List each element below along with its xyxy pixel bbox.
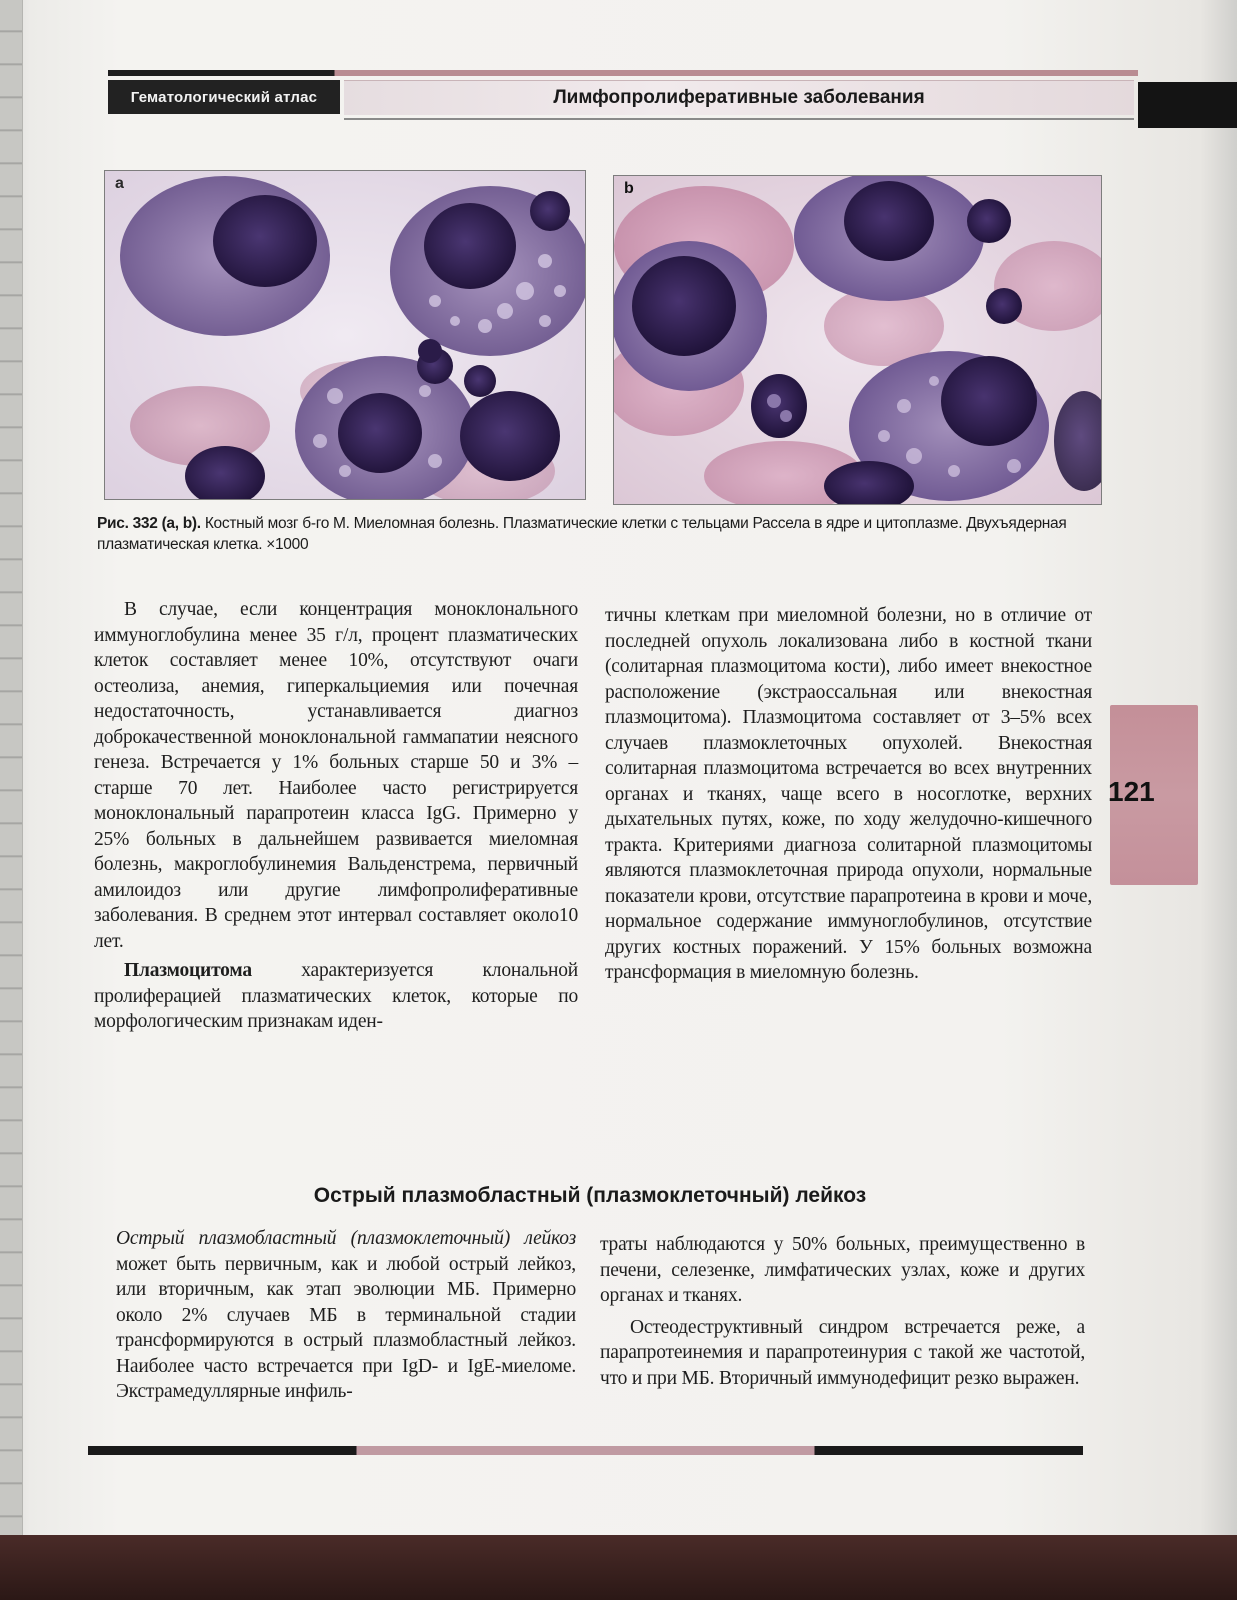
- body-column-right-section2: [600, 1232, 1085, 1391]
- micrograph-panel-b: [613, 175, 1102, 505]
- header-rule: [108, 70, 1138, 76]
- running-header-book-title: Гематологический атлас: [108, 80, 340, 114]
- paragraph-acute-leukemia-text: может быть первичным, как и любой острый лейкоз, или вторичным, как этап эволюции МБ. Примерно около 2% случаев МБ в терминальной стадии трансформируются в острый плазмобластный лейкоз. Наиболее часто встречается при IgD- и IgE-миеломе. Экстрамедуллярные инфиль-: [116, 1253, 576, 1402]
- paragraph-plasmacytoma: [94, 958, 578, 1035]
- body-column-left: [94, 597, 578, 1035]
- book-binding-edge: [0, 0, 23, 1535]
- micrograph-b-image: [614, 176, 1101, 504]
- figure-caption-label: Рис. 332 (a, b).: [97, 515, 201, 532]
- paragraph-osteodestructive: Остеодеструктивный синдром встречается реже, а парапротеинемия и парапротеинурия с такой же частотой, что и при МБ. Вторичный иммунодефицит резко выражен.: [600, 1316, 1085, 1389]
- figure-caption-text: Костный мозг б-го М. Миеломная болезнь. Плазматические клетки с тельцами Рассела в ядре и цитоплазме. Двухъядерная плазматическая клетка. ×1000: [97, 515, 1067, 553]
- body-column-left-section2: [116, 1226, 576, 1405]
- header-edge-tab: [1138, 82, 1237, 128]
- paragraph-mgus: В случае, если концентрация моноклонального иммуноглобулина менее 35 г/л, процент плазматических клеток составляет менее 10%, отсутствуют очаги остеолиза, анемия, гиперкальциемия или почечная недостаточность, устанавливается диагноз доброкачественной моноклональной гаммапатии неясного генеза. Встречается у 1% больных старше 50 и 3% – старше 70 лет. Наиболее часто регистрируется моноклональный парапротеин класса IgG. Примерно у 25% больных в дальнейшем развивается миеломная болезнь, макроглобулинемия Вальденстрема, первичный амилоидоз или другие лимфопролиферативные заболевания. В среднем этот интервал составляет около10 лет.: [94, 599, 578, 952]
- figure-caption: [97, 513, 1107, 555]
- panel-label-a: a: [115, 175, 124, 192]
- section-heading: Острый плазмобластный (плазмоклеточный) лейкоз: [313, 1184, 867, 1207]
- panel-label-b: b: [624, 180, 634, 197]
- micrograph-panel-a: [104, 170, 586, 500]
- paragraph-plasmacytoma-continued: тичны клеткам при миеломной болезни, но в отличие от последней опухоль локализована либо в костной ткани (солитарная плазмоцитома кости), либо имеет внекостное расположение (экстраоссальная или внекостная плазмоцитома). Плазмоцитома составляет от 3–5% всех случаев плазмоклеточных опухолей. Внекостная солитарная плазмоцитома встречается во всех внутренних органах и тканях, чаще всего в носоглотке, верхних дыхательных путях, коже, по ходу желудочно-кишечного тракта. Критериями диагноза солитарной плазмоцитомы являются плазмоклеточная природа опухоли, нормальные показатели крови, отсутствие парапротеина в крови и моче, нормальное содержание иммуноглобулинов, отсутствие других костных поражений. У 15% больных возможна трансформация в миеломную болезнь.: [605, 605, 1092, 983]
- footer-rule: [88, 1446, 1083, 1455]
- paragraph-plasmacytoma-text: характеризуется клональной пролиферацией плазматических клеток, которые по морфологическим признакам иден-: [94, 960, 578, 1032]
- term-plasmacytoma: Плазмоцитома: [124, 960, 252, 981]
- paragraph-infiltrates: траты наблюдаются у 50% больных, преимущественно в печени, селезенке, лимфатических узлах, коже и других органах и тканях.: [600, 1234, 1085, 1306]
- micrograph-a-image: [105, 171, 585, 499]
- scan-bottom-edge: [0, 1535, 1237, 1600]
- running-header-chapter-title: Лимфопролиферативные заболевания: [344, 80, 1134, 115]
- page-number: 121: [1108, 776, 1155, 807]
- paragraph-acute-leukemia: [116, 1226, 576, 1405]
- header-underline: [344, 118, 1134, 120]
- body-column-right: [605, 603, 1092, 986]
- term-acute-plasmablastic-leukemia: Острый плазмобластный (плазмоклеточный) лейкоз: [116, 1228, 576, 1249]
